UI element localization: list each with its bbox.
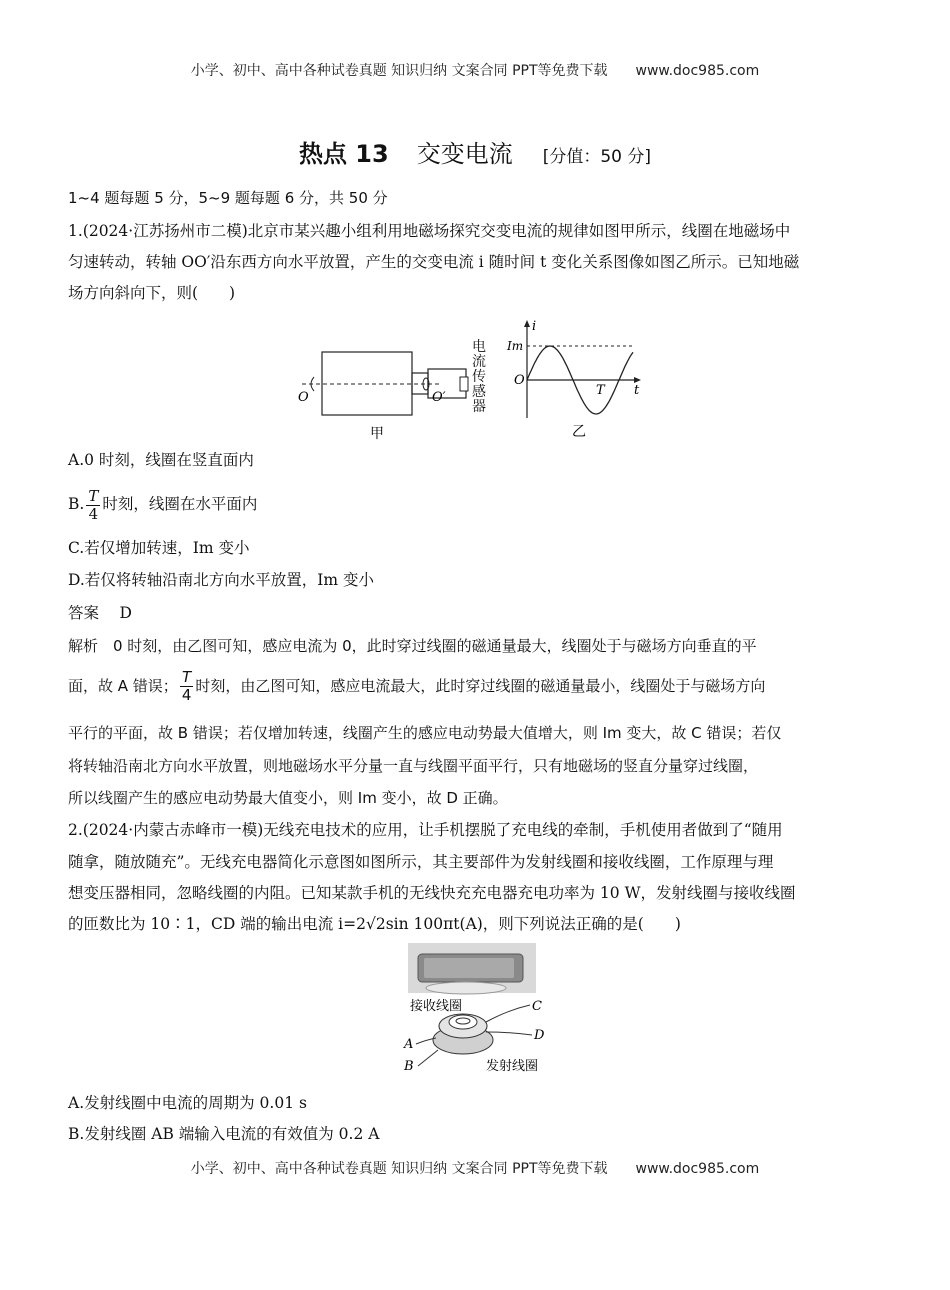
- exp-frac-num: T: [180, 669, 194, 687]
- q1-exp-line3: 平行的平面，故 B 错误；若仅增加转速，线圈产生的感应电动势最大值增大，则 Im 变大，故 C 错误；若仅: [68, 724, 782, 742]
- top-banner: [0, 60, 950, 80]
- label-A: A: [404, 1037, 414, 1052]
- page-title: [0, 134, 950, 169]
- frac-den: 4: [88, 504, 99, 523]
- q1-option-c: C.若仅增加转速，Im 变小: [68, 539, 250, 557]
- fig-jia-caption: 甲: [370, 426, 384, 442]
- banner-url[interactable]: www.doc985.com: [635, 63, 760, 79]
- wire-C: [486, 1005, 530, 1022]
- wire-B: [418, 1050, 438, 1066]
- q1-option-a: A.0 时刻，线圈在竖直面内: [68, 451, 254, 469]
- label-t: t: [634, 383, 640, 398]
- label-D: D: [534, 1028, 545, 1043]
- q2-option-b: B.发射线圈 AB 端输入电流的有效值为 0.2 A: [68, 1125, 380, 1143]
- label-O: O: [298, 390, 309, 405]
- label-Im: Im: [507, 339, 524, 353]
- q1-option-d: D.若仅将转轴沿南北方向水平放置，Im 变小: [68, 571, 375, 589]
- q1-figure-yi: [505, 318, 655, 448]
- q2-stem-line3: 想变压器相同，忽略线圈的内阻。已知某款手机的无线快充充电器充电功率为 10 W，发射线圈与接收线圈: [68, 884, 796, 902]
- label-T: T: [596, 383, 605, 398]
- q1-stem-line1: 1.(2024·江苏扬州市二模)北京市某兴趣小组利用地磁场探究交变电流的规律如图甲所示，线圈在地磁场中: [68, 222, 791, 240]
- answer-value: D: [119, 604, 132, 622]
- q2-stem-line1: 2.(2024·内蒙古赤峰市一模)无线充电技术的应用，让手机摆脱了充电线的牵制，手机使用者做到了“随用: [68, 821, 783, 839]
- label-O-prime: O′: [432, 390, 446, 405]
- q1-exp-line2: [68, 666, 888, 706]
- label-C: C: [532, 999, 542, 1014]
- q1-stem-line3: 场方向斜向下，则( ): [68, 284, 236, 302]
- q1-exp-line5: 所以线圈产生的感应电动势最大值变小，则 Im 变小，故 D 正确。: [68, 789, 508, 807]
- intro-line: 1~4 题每题 5 分，5~9 题每题 6 分，共 50 分: [68, 189, 388, 207]
- optb-text: 时刻，线圈在水平面内: [102, 495, 258, 513]
- coil-center: [456, 1018, 470, 1024]
- q1-exp-line1: 解析 0 时刻，由乙图可知，感应电流为 0，此时穿过线圈的磁通量最大，线圈处于与磁场方向垂直的平: [68, 637, 757, 655]
- fig-yi-caption: 乙: [572, 424, 586, 440]
- sensor-label: 电流传感器: [472, 339, 486, 415]
- q2-figure-charger: [398, 940, 558, 1080]
- charger-pad: [426, 982, 506, 994]
- fraction-T-4: [86, 488, 100, 523]
- banner-text: 小学、初中、高中各种试卷真题 知识归纳 文案合同 PPT等免费下载: [190, 63, 608, 79]
- answer-label: 答案: [68, 604, 100, 622]
- label-recv-coil: 接收线圈: [410, 999, 463, 1014]
- wire-D: [486, 1032, 532, 1035]
- phone-screen: [424, 958, 514, 978]
- banner-text-bottom: 小学、初中、高中各种试卷真题 知识归纳 文案合同 PPT等免费下载: [190, 1161, 608, 1177]
- label-send-coil: 发射线圈: [486, 1059, 539, 1074]
- optb-prefix: B.: [68, 495, 85, 513]
- exp-fraction: [180, 669, 194, 704]
- label-origin: O: [514, 373, 525, 388]
- sensor-box: [460, 377, 468, 391]
- q1-exp-line4: 将转轴沿南北方向水平放置，则地磁场水平分量一直与线圈平面平行，只有地磁场的竖直分量穿过线圈，: [68, 757, 759, 775]
- title-main: 热点 13: [298, 140, 389, 168]
- title-score: [分值：50 分]: [542, 147, 652, 167]
- label-B: B: [404, 1059, 414, 1074]
- q2-stem-line2: 随拿，随放随充”。无线充电器简化示意图如图所示，其主要部件为发射线圈和接收线圈，工作原理与理: [68, 853, 774, 871]
- exp-l2-a: 面，故 A 错误；: [68, 677, 178, 695]
- q1-figure-jia: [290, 335, 490, 445]
- q1-option-b: [68, 484, 888, 524]
- label-i: i: [532, 319, 537, 334]
- q2-option-a: A.发射线圈中电流的周期为 0.01 s: [68, 1094, 307, 1112]
- banner-url-bottom[interactable]: www.doc985.com: [635, 1161, 760, 1177]
- bottom-banner: [0, 1158, 950, 1178]
- q1-stem-line2: 匀速转动，转轴 OO′沿东西方向水平放置，产生的交变电流 i 随时间 t 变化关系图像如图乙所示。已知地磁: [68, 253, 800, 271]
- y-arrow-icon: [524, 320, 530, 327]
- q1-answer: [68, 597, 888, 630]
- title-topic: 交变电流: [416, 140, 513, 168]
- exp-l2-b: 时刻，由乙图可知，感应电流最大，此时穿过线圈的磁通量最小，线圈处于与磁场方向: [195, 677, 766, 695]
- exp-frac-den: 4: [181, 686, 192, 704]
- frac-num: T: [88, 486, 99, 505]
- q2-stem-line4: 的匝数比为 10∶1，CD 端的输出电流 i=2√2sin 100πt(A)，则下列说法正确的是( ): [68, 915, 681, 933]
